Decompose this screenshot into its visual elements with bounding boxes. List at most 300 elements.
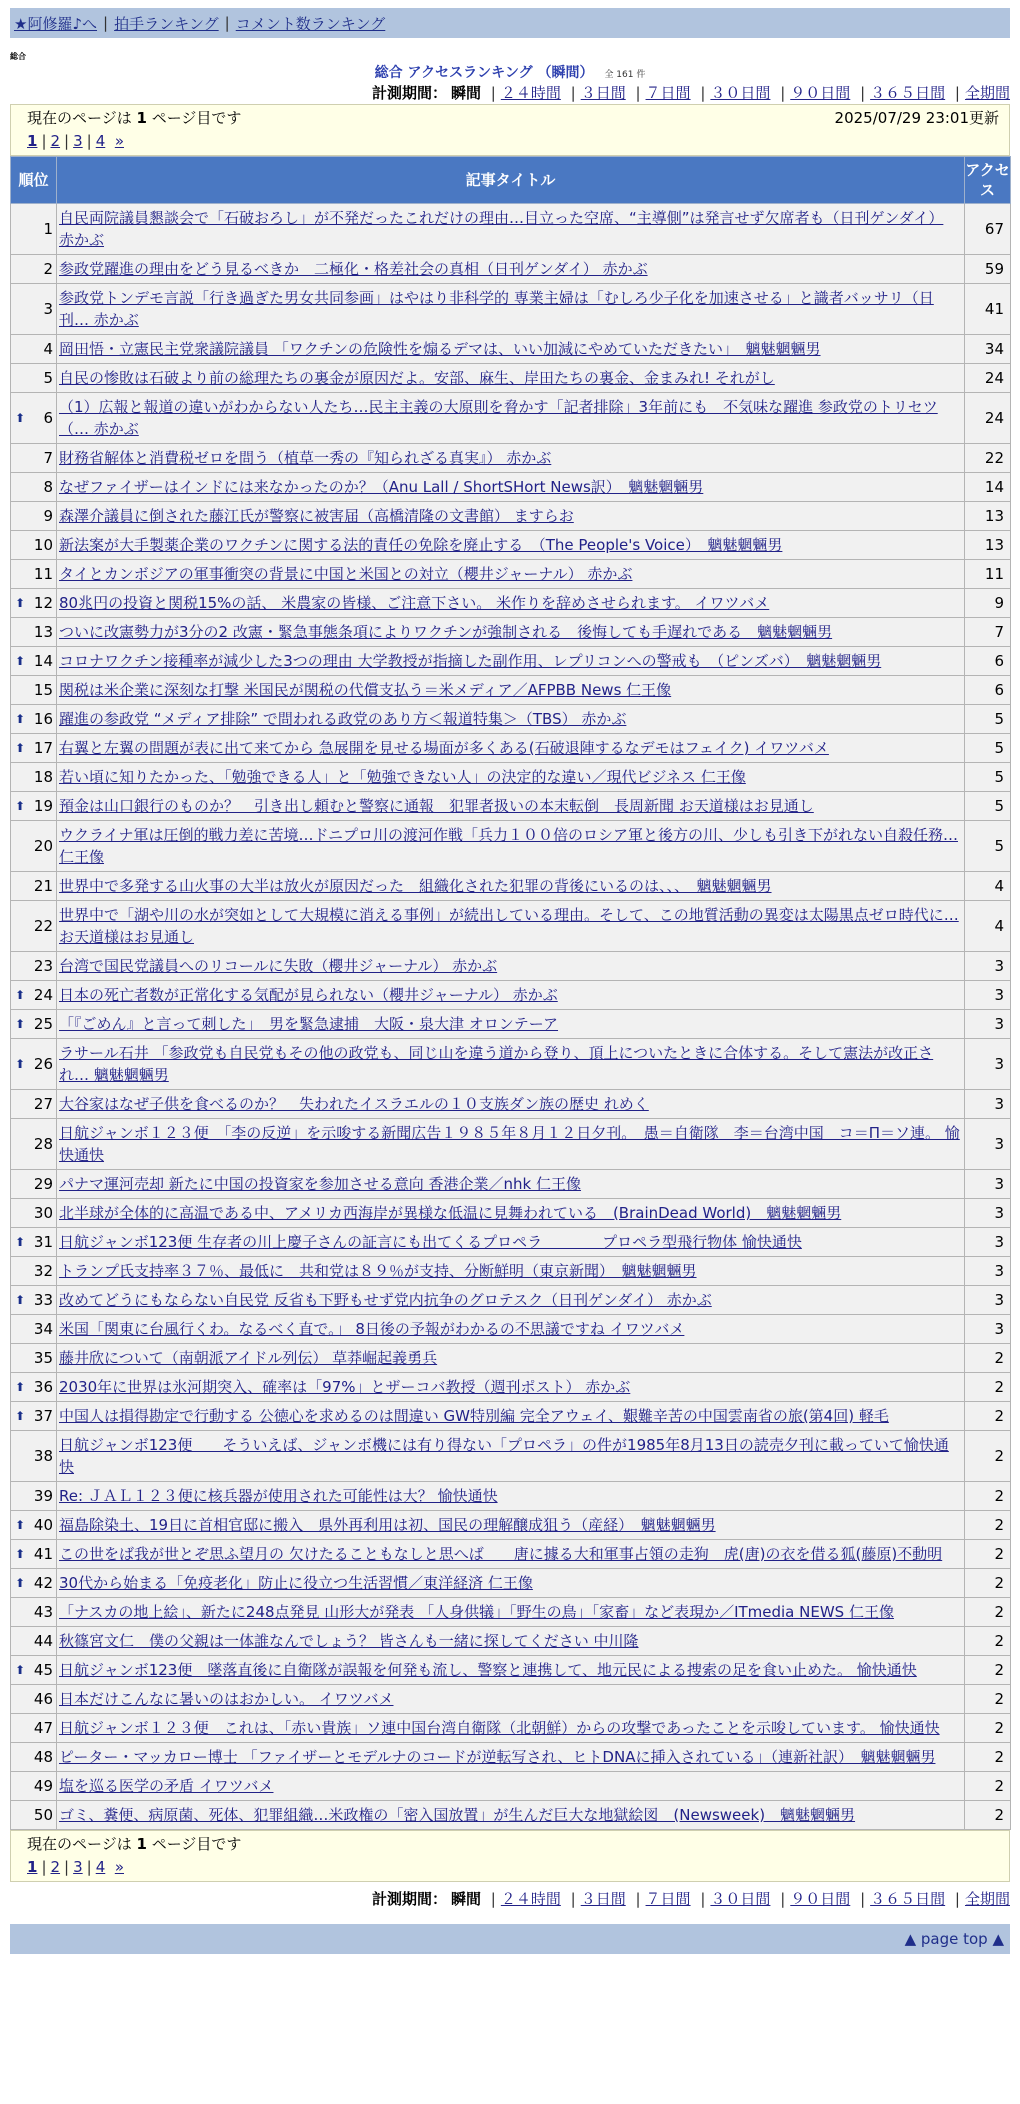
article-link[interactable]: 秋篠宮文仁 僕の父親は一体誰なんでしょう？ 皆さんも一緒に探してください 中川隆: [59, 1632, 639, 1650]
pager-separator: |: [86, 1858, 92, 1876]
article-link[interactable]: 世界中で多発する山火事の大半は放火が原因だった 組織化された犯罪の背後にいるのは、、、 魑魅魍魎男: [59, 877, 772, 895]
pagination-top: [27, 129, 999, 153]
period-selector-top: [10, 82, 1010, 104]
table-row: [11, 1801, 1011, 1830]
table-row: [11, 763, 1011, 792]
title-cell: [57, 1743, 965, 1772]
period-link[interactable]: ９０日間: [790, 1890, 851, 1908]
rank-cell: [11, 1119, 57, 1170]
rank-number: 13: [33, 623, 53, 641]
article-link[interactable]: ウクライナ軍は圧倒的戦力差に苦境…ドニプロ川の渡河作戦「兵力１００倍のロシア軍と後方の川、少しも引き下がれない自殺任務… 仁王像: [59, 826, 958, 866]
ranking-title: 総合 アクセスランキング （瞬間）: [374, 65, 594, 81]
table-row: [11, 1010, 1011, 1039]
access-count: 2: [965, 1511, 1011, 1540]
ranking-table: [10, 156, 1011, 1830]
article-link[interactable]: 2030年に世界は氷河期突入、確率は「97%」とザーコバ教授（週刊ポスト） 赤かぶ: [59, 1378, 631, 1396]
rank-number: 48: [33, 1748, 53, 1766]
table-row: [11, 393, 1011, 444]
article-link[interactable]: パナマ運河売却 新たに中国の投資家を参加させる意向 香港企業／nhk 仁王像: [59, 1175, 582, 1193]
rank-number: 4: [43, 340, 53, 358]
title-cell: [57, 1772, 965, 1801]
article-link[interactable]: 若い頃に知りたかった、「勉強できる人」と「勉強できない人」の決定的な違い／現代ビジネス 仁王像: [59, 768, 746, 786]
rank-cell: [11, 502, 57, 531]
article-link[interactable]: 躍進の参政党 “メディア排除” で問われる政党のあり方＜報道特集＞（TBS） 赤かぶ: [59, 710, 627, 728]
article-link[interactable]: 改めてどうにもならない自民党 反省も下野もせず党内抗争のグロテスク（日刊ゲンダイ） 赤かぶ: [59, 1291, 712, 1309]
article-link[interactable]: 台湾で国民党議員へのリコールに失敗（櫻井ジャーナル） 赤かぶ: [59, 957, 498, 975]
table-row: [11, 1743, 1011, 1772]
rank-number: 46: [33, 1690, 53, 1708]
access-count: 2: [965, 1598, 1011, 1627]
table-row: [11, 1090, 1011, 1119]
title-cell: [57, 364, 965, 393]
title-cell: [57, 1257, 965, 1286]
rank-number: 31: [33, 1233, 53, 1251]
page-text-pre: 現在のページは: [27, 109, 137, 127]
access-count: 14: [965, 473, 1011, 502]
rank-number: 29: [33, 1175, 53, 1193]
access-count: 3: [965, 1170, 1011, 1199]
article-link[interactable]: 自民の惨敗は石破より前の総理たちの裏金が原因だよ。安部、麻生、岸田たちの裏金、金まみれ! それがし: [59, 369, 775, 387]
title-cell: [57, 560, 965, 589]
updated-time: 2025/07/29 23:01更新: [834, 109, 999, 127]
access-count: 3: [965, 1010, 1011, 1039]
article-link[interactable]: Re: ＪＡＬ１２３便に核兵器が使用された可能性は大？ 愉快通快: [59, 1487, 498, 1505]
rank-up-arrow-icon: ⬆: [15, 654, 26, 668]
rank-up-arrow-icon: ⬆: [15, 1235, 26, 1249]
table-row: [11, 589, 1011, 618]
access-count: 2: [965, 1714, 1011, 1743]
table-row: [11, 1431, 1011, 1482]
rank-cell: [11, 952, 57, 981]
rank-header: 順位: [11, 157, 57, 204]
rank-cell: [11, 1685, 57, 1714]
rank-cell: [11, 734, 57, 763]
article-link[interactable]: （1）広報と報道の違いがわからない人たち…民主主義の大原則を脅かす「記者排除」3年前にも 不気味な躍進 参政党のトリセツ（… 赤かぶ: [59, 398, 938, 438]
period-link[interactable]: ７日間: [645, 1890, 691, 1908]
title-cell: [57, 1344, 965, 1373]
rank-number: 47: [33, 1719, 53, 1737]
article-link[interactable]: コロナワクチン接種率が減少した3つの理由 大学教授が指摘した副作用、レプリコンへの警戒も （ピンズバ） 魑魅魍魎男: [59, 652, 882, 670]
rank-cell: [11, 763, 57, 792]
article-link[interactable]: この世をば我が世とぞ思ふ望月の 欠けたることもなしと思へば 唐に據る大和軍事占領の走狗 虎(唐)の衣を借る狐(藤原)不動明: [59, 1545, 943, 1563]
article-link[interactable]: 森澤介議員に倒された藤江氏が警察に被害届（高橋清隆の文書館） ますらお: [59, 507, 574, 525]
rank-number: 14: [33, 652, 53, 670]
period-link[interactable]: ３日間: [580, 84, 626, 102]
article-link[interactable]: 関税は米企業に深刻な打撃 米国民が関税の代償支払う＝米メディア／AFPBB News 仁王像: [59, 681, 672, 699]
title-cell: [57, 1511, 965, 1540]
access-count: 3: [965, 1286, 1011, 1315]
applause-ranking-link[interactable]: 拍手ランキング: [114, 14, 219, 33]
article-link[interactable]: 参政党躍進の理由をどう見るべきか 二極化・格差社会の真相（日刊ゲンダイ） 赤かぶ: [59, 260, 648, 278]
rank-cell: [11, 1569, 57, 1598]
article-link[interactable]: 日航ジャンボ１２３便 これは、「赤い貴族」ソ連中国台湾自衛隊（北朝鮮）からの攻撃であったことを示唆しています。 愉快通快: [59, 1719, 940, 1737]
rank-number: 45: [33, 1661, 53, 1679]
access-count: 2: [965, 1569, 1011, 1598]
rank-number: 15: [33, 681, 53, 699]
access-count: 2: [965, 1656, 1011, 1685]
rank-cell: [11, 647, 57, 676]
article-link[interactable]: 右翼と左翼の問題が表に出て来てから 急展開を見せる場面が多くある(石破退陣するなデモはフェイク) イワツバメ: [59, 739, 829, 757]
access-count: 5: [965, 705, 1011, 734]
access-count: 3: [965, 1090, 1011, 1119]
rank-up-arrow-icon: ⬆: [15, 988, 26, 1002]
rank-cell: [11, 872, 57, 901]
period-current: 瞬間: [450, 84, 481, 102]
rank-cell: [11, 364, 57, 393]
pagination-bottom: [27, 1855, 999, 1879]
rank-number: 36: [33, 1378, 53, 1396]
table-row: [11, 1170, 1011, 1199]
rank-number: 18: [33, 768, 53, 786]
title-cell: [57, 1039, 965, 1090]
page-link-3[interactable]: 3: [73, 1858, 83, 1876]
rank-cell: [11, 284, 57, 335]
period-separator: |: [860, 84, 866, 102]
table-row: [11, 364, 1011, 393]
page-text-post: ページ目です: [146, 1835, 242, 1853]
access-count: 6: [965, 647, 1011, 676]
access-count: 3: [965, 1039, 1011, 1090]
rank-up-arrow-icon: ⬆: [15, 596, 26, 610]
article-link[interactable]: 新法案が大手製薬企業のワクチンに関する法的責任の免除を廃止する （The People's Voice） 魑魅魍魎男: [59, 536, 783, 554]
title-cell: [57, 1569, 965, 1598]
access-count: 5: [965, 821, 1011, 872]
article-link[interactable]: 財務省解体と消費税ゼロを問う（植草一秀の『知られざる真実』） 赤かぶ: [59, 449, 552, 467]
rank-cell: [11, 1598, 57, 1627]
access-count: 24: [965, 364, 1011, 393]
article-link[interactable]: 世界中で「湖や川の水が突如として大規模に消える事例」が続出している理由。そして、この地質活動の異変は太陽黒点ゼロ時代に… お天道様はお見通し: [59, 906, 959, 946]
period-link[interactable]: ３６５日間: [870, 1890, 946, 1908]
period-link[interactable]: ３６５日間: [870, 84, 946, 102]
rank-number: 9: [43, 507, 53, 525]
period-separator: |: [635, 1890, 641, 1908]
table-row: [11, 335, 1011, 364]
rank-number: 22: [33, 917, 53, 935]
article-link[interactable]: 日航ジャンボ123便 墜落直後に自衛隊が誤報を何発も流し、警察と連携して、地元民による捜索の足を食い止めた。 愉快通快: [59, 1661, 917, 1679]
article-link[interactable]: 日航ジャンボ123便 そういえば、ジャンボ機には有り得ない「プロペラ」の件が1985年8月13日の読売夕刊に載っていて愉快通快: [59, 1436, 949, 1476]
home-link[interactable]: ★阿修羅♪へ: [14, 14, 98, 33]
rank-number: 11: [33, 565, 53, 583]
table-row: [11, 473, 1011, 502]
page-link-4[interactable]: 4: [95, 1858, 106, 1876]
article-link[interactable]: 「『ごめん』と言って刺した」 男を緊急逮捕 大阪・泉大津 オロンテーア: [59, 1015, 559, 1033]
rank-cell: [11, 1627, 57, 1656]
table-row: [11, 647, 1011, 676]
rank-up-arrow-icon: ⬆: [15, 741, 26, 755]
table-row: [11, 1199, 1011, 1228]
table-row: [11, 872, 1011, 901]
rank-cell: [11, 1010, 57, 1039]
period-separator: |: [860, 1890, 866, 1908]
access-count: 2: [965, 1431, 1011, 1482]
article-link[interactable]: ラサール石井 「参政党も自民党もその他の政党も、同じ山を違う道から登り、頂上についたときに合体する。そして憲法が改正され… 魑魅魍魎男: [59, 1044, 934, 1084]
rank-cell: [11, 255, 57, 284]
title-cell: [57, 705, 965, 734]
rank-number: 34: [33, 1320, 53, 1338]
page-top-link[interactable]: ▲ page top ▲: [904, 1930, 1004, 1948]
period-link[interactable]: ３日間: [580, 1890, 626, 1908]
page-number: 1: [136, 109, 147, 127]
period-link[interactable]: 全期間: [964, 84, 1010, 102]
title-cell: [57, 1315, 965, 1344]
section-tag: 総合: [10, 52, 26, 61]
pager-separator: |: [86, 132, 92, 150]
access-count: 3: [965, 1119, 1011, 1170]
access-count: 41: [965, 284, 1011, 335]
comment-ranking-link[interactable]: コメント数ランキング: [235, 14, 386, 33]
page-title: [10, 64, 1010, 82]
page-number: 1: [136, 1835, 147, 1853]
article-link[interactable]: ついに改憲勢力が3分の2 改憲・緊急事態条項によりワクチンが強制される 後悔しても手遅れである 魑魅魍魎男: [59, 623, 833, 641]
access-count: 4: [965, 872, 1011, 901]
rank-up-arrow-icon: ⬆: [15, 1017, 26, 1031]
title-cell: [57, 1286, 965, 1315]
article-link[interactable]: ピーター・マッカロー博士 「ファイザーとモデルナのコードが逆転写され、ヒトDNAに挿入されている」（連新社訳） 魑魅魍魎男: [59, 1748, 936, 1766]
access-count: 5: [965, 763, 1011, 792]
rank-cell: [11, 1772, 57, 1801]
rank-number: 39: [33, 1487, 53, 1505]
article-link[interactable]: 預金は山口銀行のものか？ 引き出し頼むと警察に通報 犯罪者扱いの本末転倒 長周新聞 お天道様はお見通し: [59, 797, 814, 815]
table-row: [11, 1685, 1011, 1714]
rank-number: 28: [33, 1135, 53, 1153]
article-link[interactable]: 岡田悟・立憲民主党衆議院議員 「ワクチンの危険性を煽るデマは、いい加減にやめていただきたい」 魑魅魍魎男: [59, 340, 821, 358]
title-cell: [57, 1010, 965, 1039]
table-row: [11, 952, 1011, 981]
table-row: [11, 1511, 1011, 1540]
article-link[interactable]: 日航ジャンボ１２３便 「李の反逆」を示唆する新聞広告１９８５年８月１２日夕刊。 愚＝自衛隊 李＝台湾中国 コ＝Π＝ソ連。 愉快通快: [59, 1124, 960, 1164]
article-link[interactable]: 大谷家はなぜ子供を食べるのか？ 失われたイスラエルの１０支族ダン族の歴史 れめく: [59, 1095, 649, 1113]
rank-number: 5: [43, 369, 53, 387]
period-selector-bottom: [10, 1888, 1010, 1910]
period-separator: |: [780, 84, 786, 102]
period-link[interactable]: ３０日間: [710, 84, 771, 102]
access-count: 3: [965, 952, 1011, 981]
rank-number: 44: [33, 1632, 53, 1650]
nav-separator: |: [224, 14, 230, 32]
period-link[interactable]: ７日間: [645, 84, 691, 102]
title-cell: [57, 473, 965, 502]
access-count: 5: [965, 792, 1011, 821]
rank-number: 43: [33, 1603, 53, 1621]
access-count: 2: [965, 1540, 1011, 1569]
rank-cell: [11, 1257, 57, 1286]
article-link[interactable]: 日航ジャンボ123便 生存者の川上慶子さんの証言にも出てくるプロペラ プロペラ型飛行物体 愉快通快: [59, 1233, 802, 1251]
rank-up-arrow-icon: ⬆: [15, 1409, 26, 1423]
title-cell: [57, 676, 965, 705]
next-page-link[interactable]: »: [114, 1858, 124, 1876]
title-cell: [57, 763, 965, 792]
rank-cell: [11, 1402, 57, 1431]
article-link[interactable]: 中国人は損得勘定で行動する 公徳心を求めるのは間違い GW特別編 完全アウェイ、艱難辛苦の中国雲南省の旅(第4回) 軽毛: [59, 1407, 889, 1425]
table-row: [11, 502, 1011, 531]
period-link[interactable]: 全期間: [964, 1890, 1010, 1908]
access-count: 6: [965, 676, 1011, 705]
access-count: 3: [965, 1315, 1011, 1344]
table-row: [11, 255, 1011, 284]
title-cell: [57, 618, 965, 647]
rank-number: 8: [43, 478, 53, 496]
page-text-pre: 現在のページは: [27, 1835, 137, 1853]
article-link[interactable]: 米国「関東に台風行くわ。なるべく直で。」 8日後の予報がわかるの不思議ですね イワツバメ: [59, 1320, 685, 1338]
table-row: [11, 1402, 1011, 1431]
rank-cell: [11, 335, 57, 364]
access-count: 3: [965, 1257, 1011, 1286]
access-count: 2: [965, 1685, 1011, 1714]
article-link[interactable]: 「ナスカの地上絵」、新たに248点発見 山形大が発表 「人身供犠」「野生の鳥」「家畜」など表現か／ITmedia NEWS 仁王像: [59, 1603, 894, 1621]
rank-number: 2: [43, 260, 53, 278]
rank-cell: [11, 1801, 57, 1830]
period-link[interactable]: ２４時間: [500, 1890, 561, 1908]
table-row: [11, 1315, 1011, 1344]
title-cell: [57, 734, 965, 763]
rank-up-arrow-icon: ⬆: [15, 1057, 26, 1071]
period-separator: |: [570, 84, 576, 102]
title-cell: [57, 647, 965, 676]
rank-number: 10: [33, 536, 53, 554]
period-separator: |: [490, 1890, 496, 1908]
article-link[interactable]: 日本の死亡者数が正常化する気配が見られない（櫻井ジャーナル） 赤かぶ: [59, 986, 558, 1004]
title-cell: [57, 1119, 965, 1170]
period-separator: |: [780, 1890, 786, 1908]
rank-number: 33: [33, 1291, 53, 1309]
rank-up-arrow-icon: ⬆: [15, 1518, 26, 1532]
access-count: 24: [965, 393, 1011, 444]
access-count: 34: [965, 335, 1011, 364]
rank-cell: [11, 531, 57, 560]
table-row: [11, 1772, 1011, 1801]
rank-cell: [11, 1228, 57, 1257]
table-row: [11, 901, 1011, 952]
pager-separator: |: [64, 132, 70, 150]
rank-number: 1: [43, 220, 53, 238]
rank-cell: [11, 1511, 57, 1540]
table-row: [11, 1656, 1011, 1685]
rank-cell: [11, 901, 57, 952]
article-link[interactable]: 80兆円の投資と関税15%の話、 米農家の皆様、ご注意下さい。 米作りを辞めさせられます。 イワツバメ: [59, 594, 770, 612]
table-row: [11, 705, 1011, 734]
rank-cell: [11, 705, 57, 734]
article-link[interactable]: 塩を巡る医学の矛盾 イワツバメ: [59, 1777, 274, 1795]
bottom-bar: [10, 1924, 1010, 1954]
title-cell: [57, 872, 965, 901]
rank-cell: [11, 444, 57, 473]
rank-cell: [11, 618, 57, 647]
table-row: [11, 204, 1011, 255]
rank-cell: [11, 1743, 57, 1772]
title-cell: [57, 821, 965, 872]
pager-separator: |: [64, 1858, 70, 1876]
title-cell: [57, 1714, 965, 1743]
access-count: 2: [965, 1344, 1011, 1373]
title-cell: [57, 1482, 965, 1511]
period-link[interactable]: ２４時間: [500, 84, 561, 102]
article-link[interactable]: 参政党トンデモ言説「行き過ぎた男女共同参画」はやはり非科学的 専業主婦は「むしろ少子化を加速させる」と識者バッサリ（日刊… 赤かぶ: [59, 289, 934, 329]
rank-up-arrow-icon: ⬆: [15, 1293, 26, 1307]
rank-cell: [11, 1315, 57, 1344]
rank-up-arrow-icon: ⬆: [15, 799, 26, 813]
access-count: 2: [965, 1772, 1011, 1801]
rank-cell: [11, 1656, 57, 1685]
access-count: 2: [965, 1627, 1011, 1656]
article-link[interactable]: 30代から始まる「免疫老化」防止に役立つ生活習慣／東洋経済 仁王像: [59, 1574, 533, 1592]
title-cell: [57, 502, 965, 531]
rank-number: 27: [33, 1095, 53, 1113]
article-link[interactable]: 福島除染土、19日に首相官邸に搬入 県外再利用は初、国民の理解醸成狙う（産経） 魑魅魍魎男: [59, 1516, 716, 1534]
page-info-bottom: [10, 1830, 1010, 1882]
access-count: 13: [965, 531, 1011, 560]
rank-number: 40: [33, 1516, 53, 1534]
period-link[interactable]: ３０日間: [710, 1890, 771, 1908]
title-cell: [57, 1402, 965, 1431]
article-link[interactable]: 日本だけこんなに暑いのはおかしい。 イワツバメ: [59, 1690, 394, 1708]
rank-up-arrow-icon: ⬆: [15, 712, 26, 726]
access-count: 7: [965, 618, 1011, 647]
page-link-4[interactable]: 4: [95, 132, 106, 150]
article-link[interactable]: なぜファイザーはインドには来なかったのか？（Anu Lall / ShortSHort News訳） 魑魅魍魎男: [59, 478, 704, 496]
rank-cell: [11, 560, 57, 589]
next-page-link[interactable]: »: [114, 132, 124, 150]
table-row: [11, 1344, 1011, 1373]
period-separator: |: [570, 1890, 576, 1908]
title-cell: [57, 901, 965, 952]
table-row: [11, 676, 1011, 705]
page-link-1[interactable]: 1: [27, 1858, 38, 1876]
rank-number: 37: [33, 1407, 53, 1425]
access-count: 2: [965, 1482, 1011, 1511]
page-link-2[interactable]: 2: [50, 132, 61, 150]
rank-cell: [11, 1344, 57, 1373]
rank-cell: [11, 473, 57, 502]
rank-cell: [11, 1286, 57, 1315]
page-link-1[interactable]: 1: [27, 132, 38, 150]
table-row: [11, 792, 1011, 821]
title-cell: [57, 589, 965, 618]
title-cell: [57, 1431, 965, 1482]
page-link-2[interactable]: 2: [50, 1858, 61, 1876]
title-cell: [57, 1090, 965, 1119]
table-row: [11, 734, 1011, 763]
title-cell: [57, 1801, 965, 1830]
rank-cell: [11, 1090, 57, 1119]
rank-up-arrow-icon: ⬆: [15, 1380, 26, 1394]
access-header: アクセス: [965, 157, 1011, 204]
rank-cell: [11, 1199, 57, 1228]
article-link[interactable]: 藤井欣について（南朝派アイドル列伝） 草莽崛起義勇兵: [59, 1349, 438, 1367]
title-cell: [57, 1656, 965, 1685]
table-row: [11, 1540, 1011, 1569]
table-row: [11, 618, 1011, 647]
article-link[interactable]: ゴミ、糞便、病原菌、死体、犯罪組織…米政権の「密入国放置」が生んだ巨大な地獄絵図 (Newsweek) 魑魅魍魎男: [59, 1806, 856, 1824]
table-row: [11, 1569, 1011, 1598]
article-link[interactable]: タイとカンボジアの軍事衝突の背景に中国と米国との対立（櫻井ジャーナル） 赤かぶ: [59, 565, 633, 583]
title-cell: [57, 1199, 965, 1228]
page-link-3[interactable]: 3: [73, 132, 83, 150]
current-page-text: [27, 107, 241, 129]
rank-cell: [11, 1431, 57, 1482]
article-link[interactable]: 自民両院議員懇談会で「石破おろし」が不発だったこれだけの理由…目立った空席、“主導側”は発言せず欠席者も（日刊ゲンダイ） 赤かぶ: [59, 209, 944, 249]
table-row: [11, 1257, 1011, 1286]
period-separator: |: [635, 84, 641, 102]
access-count: 67: [965, 204, 1011, 255]
page-info-top: [10, 104, 1010, 156]
table-row: [11, 560, 1011, 589]
article-link[interactable]: トランプ氏支持率３７％、最低に 共和党は８９％が支持、分断鮮明（東京新聞） 魑魅魍魎男: [59, 1262, 697, 1280]
access-count: 2: [965, 1373, 1011, 1402]
period-link[interactable]: ９０日間: [790, 84, 851, 102]
access-count: 2: [965, 1402, 1011, 1431]
access-count: 3: [965, 1228, 1011, 1257]
article-link[interactable]: 北半球が全体的に高温である中、アメリカ西海岸が異様な低温に見舞われている (BrainDead World) 魑魅魍魎男: [59, 1204, 842, 1222]
